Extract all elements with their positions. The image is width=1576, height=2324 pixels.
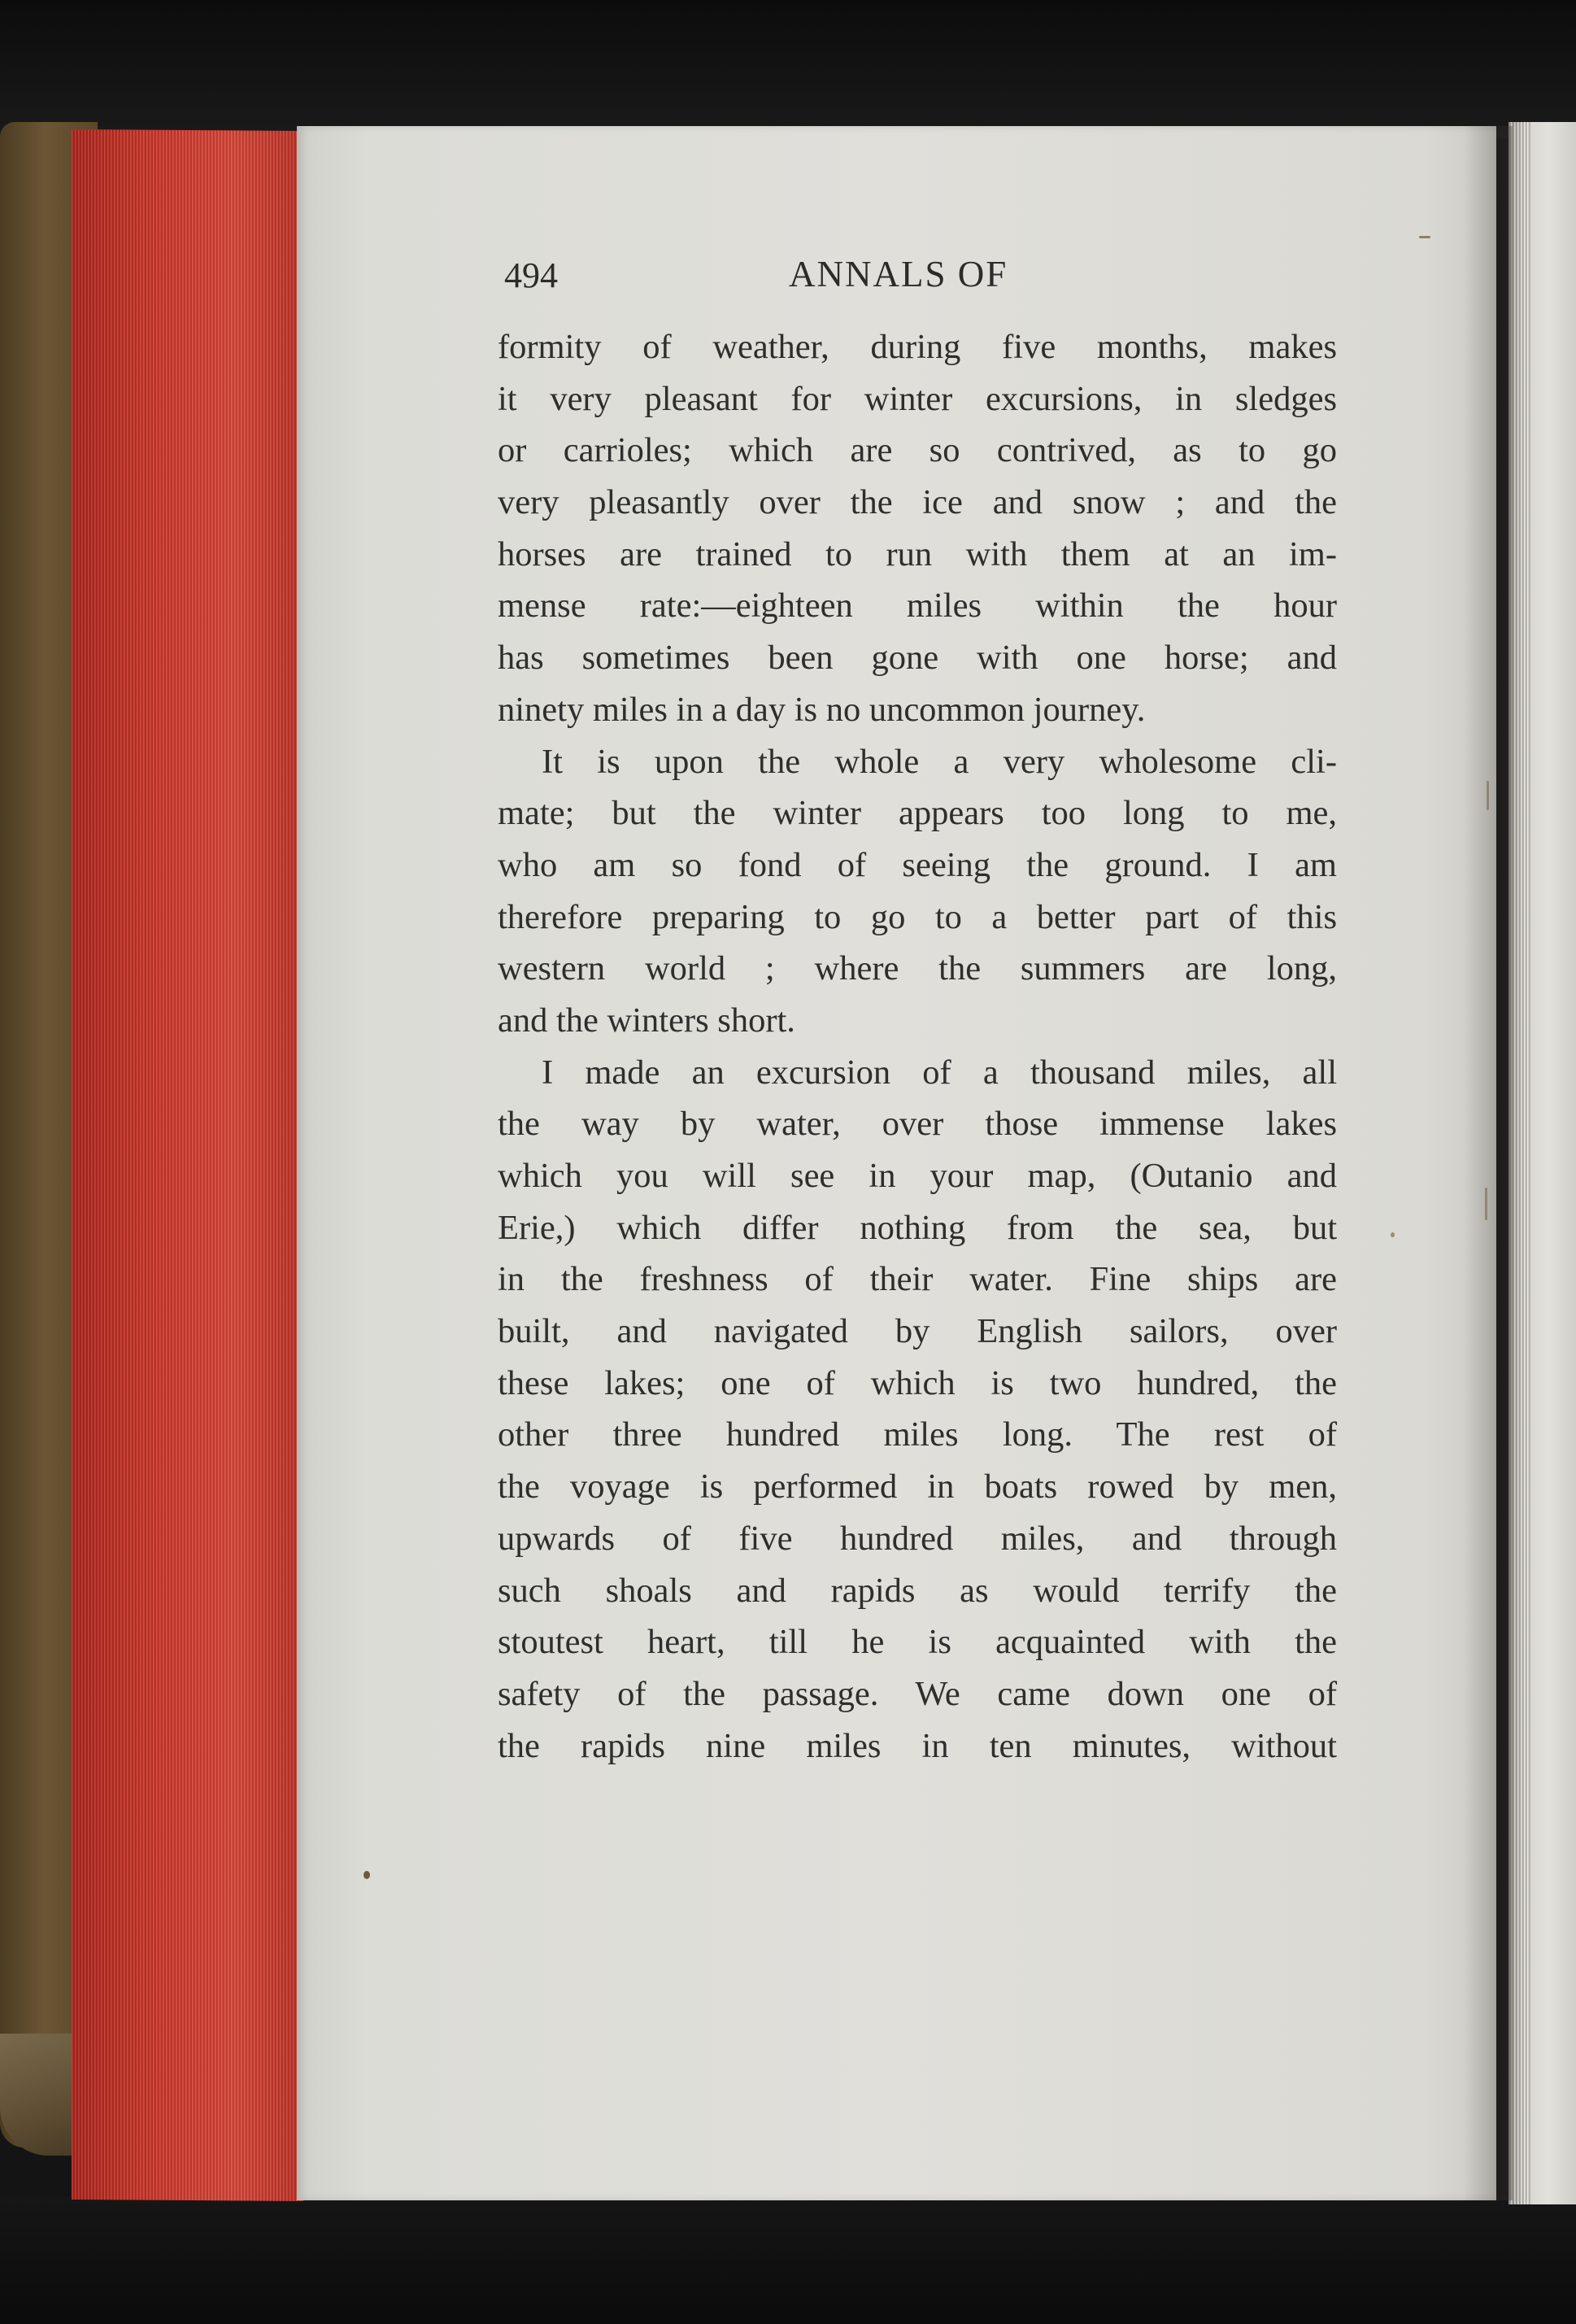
running-head: ANNALS OF	[789, 254, 1008, 294]
paper-speck	[1391, 1232, 1395, 1237]
dark-background-bottom	[0, 2196, 1576, 2324]
text-line: formity of weather, during five months, makes	[498, 328, 1337, 366]
text-line: the rapids nine miles in ten minutes, without	[498, 1726, 1337, 1765]
page-number: 494	[504, 255, 558, 295]
text-line: mense rate:—eighteen miles within the hour	[498, 586, 1337, 626]
text-line: in the freshness of their water. Fine ships are	[498, 1260, 1337, 1299]
text-line: very pleasantly over the ice and snow ; and the	[498, 483, 1337, 522]
dark-background-top	[0, 0, 1576, 138]
facing-page-leaves	[1511, 122, 1530, 2204]
text-line: which you will see in your map, (Outanio and	[498, 1157, 1337, 1195]
text-line: Erie,) which differ nothing from the sea, but	[498, 1208, 1337, 1247]
text-line: mate; but the winter appears too long to me,	[498, 794, 1337, 833]
red-page-edges	[72, 129, 303, 2201]
text-line: ninety miles in a day is no uncommon journey.	[498, 690, 1146, 729]
paper-speck	[1419, 236, 1430, 238]
page-gutter-shadow	[1464, 126, 1513, 2200]
paper-speck	[1487, 781, 1489, 810]
text-line: it very pleasant for winter excursions, in sledges	[498, 379, 1337, 418]
text-line: therefore preparing to go to a better part of this	[498, 897, 1337, 936]
body-text	[498, 321, 1337, 1772]
text-line: and the winters short.	[498, 1001, 795, 1040]
text-line: the way by water, over those immense lakes	[498, 1105, 1337, 1144]
text-line: built, and navigated by English sailors, over	[498, 1312, 1337, 1351]
text-line: It is upon the whole a very wholesome cli-	[542, 742, 1337, 781]
text-line: such shoals and rapids as would terrify the	[498, 1571, 1337, 1610]
text-line: or carrioles; which are so contrived, as to go	[498, 431, 1337, 470]
text-line: has sometimes been gone with one horse; and	[498, 639, 1337, 678]
paper-speck	[364, 1871, 370, 1879]
text-line: these lakes; one of which is two hundred, the	[498, 1363, 1337, 1402]
text-line: western world ; where the summers are long,	[498, 949, 1337, 988]
paper-speck	[1485, 1188, 1487, 1220]
text-line: other three hundred miles long. The rest of	[498, 1415, 1337, 1454]
text-line: who am so fond of seeing the ground. I am	[498, 845, 1337, 884]
page-header	[504, 255, 1342, 303]
text-line: I made an excursion of a thousand miles, all	[542, 1053, 1337, 1092]
text-line: horses are trained to run with them at an im-	[498, 534, 1337, 573]
text-line: the voyage is performed in boats rowed by men,	[498, 1467, 1337, 1506]
text-line: upwards of five hundred miles, and through	[498, 1519, 1337, 1558]
text-line: safety of the passage. We came down one of	[498, 1674, 1337, 1713]
text-line: stoutest heart, till he is acquainted with the	[498, 1623, 1337, 1662]
